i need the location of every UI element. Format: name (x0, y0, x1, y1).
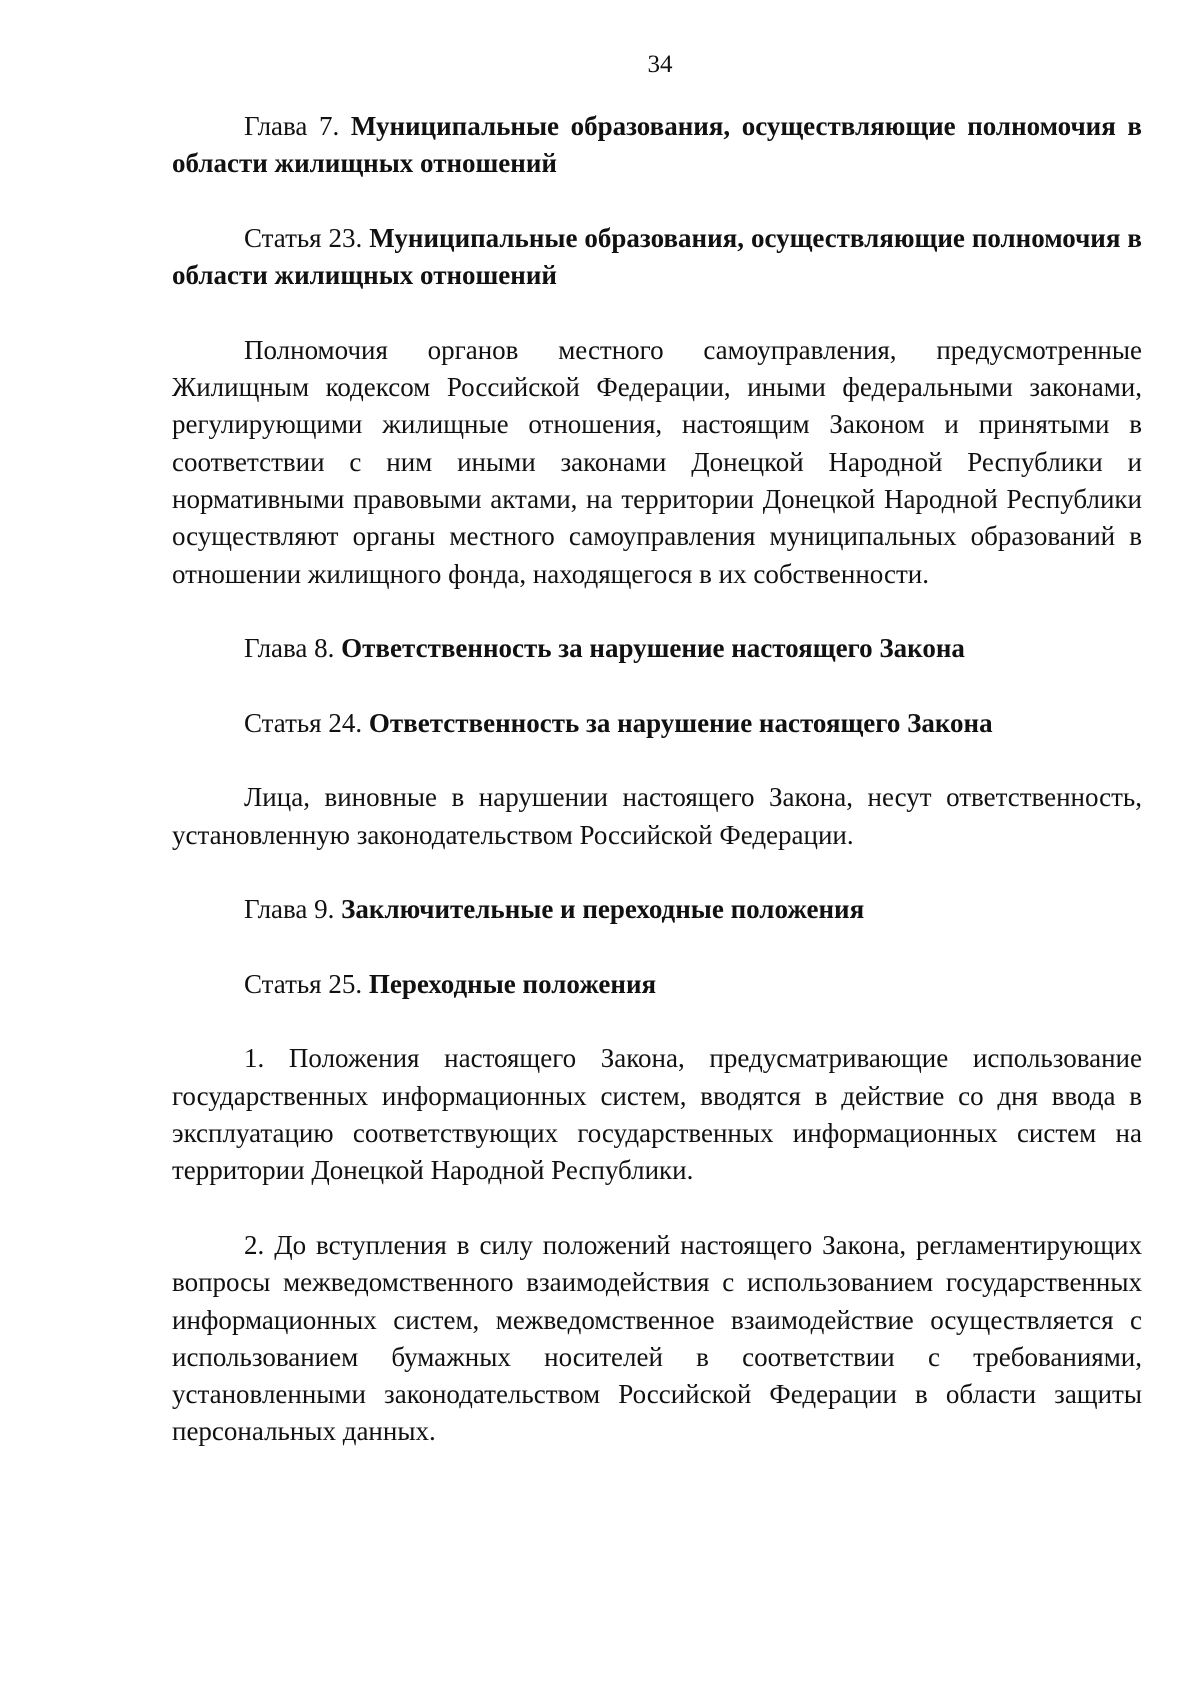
article-24-heading (172, 705, 1142, 742)
article-24-title: Ответственность за нарушение настоящего Закона (368, 707, 993, 738)
chapter-8-heading (172, 630, 1142, 667)
article-25-prefix: Статья 25. (244, 968, 363, 999)
chapter-7-title: Муниципальные образования, осуществляющие полномочия в области жилищных отношений (172, 111, 1142, 179)
article-23-heading (172, 220, 1142, 295)
chapter-7-heading (172, 108, 1142, 183)
document-body (172, 108, 1142, 1451)
article-25-heading (172, 966, 1142, 1003)
chapter-7-prefix: Глава 7. (244, 111, 340, 141)
article-24-text: Лица, виновные в нарушении настоящего Закона, несут ответственность, установленную законодательством Российской Федерации. (172, 782, 1142, 850)
article-25-title: Переходные положения (368, 968, 657, 999)
article-25-item-2: 2. До вступления в силу положений настоящего Закона, регламентирующих вопросы межведомственного взаимодействия с использованием государственных информационных систем, межведомственное взаимодействие осуществляется с использованием бумажных носителей в соответствии с требованиями, установленными законодательством Российской Федерации в области защиты персональных данных. (172, 1229, 1142, 1447)
chapter-9-prefix: Глава 9. (244, 894, 335, 925)
article-23-prefix: Статья 23. (244, 222, 363, 253)
article-25-item-1: 1. Положения настоящего Закона, предусматривающие использование государственных информационных систем, вводятся в действие со дня ввода в эксплуатацию соответствующих государственных информационных систем на территории Донецкой Народной Республики. (172, 1043, 1142, 1186)
chapter-9-heading (172, 891, 1142, 928)
article-23-title: Муниципальные образования, осуществляющие полномочия в области жилищных отношений (172, 222, 1142, 291)
chapter-8-prefix: Глава 8. (244, 633, 335, 664)
article-23-text: Полномочия органов местного самоуправления, предусмотренные Жилищным кодексом Российской Федерации, иными федеральными законами, регулирующими жилищные отношения, настоящим Законом и принятыми в соответствии с ним иными законами Донецкой Народной Республики и нормативными правовыми актами, на территории Донецкой Народной Республики осуществляют органы местного самоуправления муниципальных образований в отношении жилищного фонда, находящегося в их собственности. (172, 334, 1142, 589)
chapter-8-title: Ответственность за нарушение настоящего Закона (341, 633, 965, 664)
chapter-9-title: Заключительные и переходные положения (341, 894, 865, 925)
page-number: 34 (647, 51, 673, 78)
article-24-prefix: Статья 24. (244, 707, 363, 738)
